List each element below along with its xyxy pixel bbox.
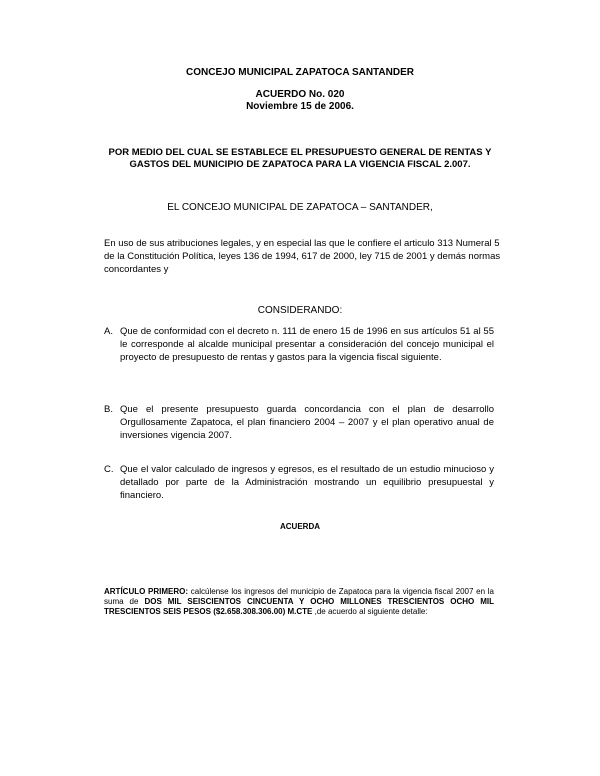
agreement-number: ACUERDO No. 020: [255, 89, 345, 100]
article-text: calcúlense los ingresos del municipio de Zapatoca para la vigencia fiscal 2007 en la suma de: [104, 587, 494, 606]
issuer-line: EL CONCEJO MUNICIPAL DE ZAPATOCA – SANTANDER,: [167, 202, 433, 213]
article-text-end: ,de acuerdo al siguiente detalle:: [312, 607, 428, 616]
considerando-item-b: [104, 403, 494, 442]
article-label: ARTÍCULO PRIMERO:: [104, 587, 189, 596]
article-amount: DOS MIL SEISCIENTOS CINCUENTA Y OCHO MILLONES TRESCIENTOS OCHO MIL TRESCIENTOS SEIS PESOS ($2.658.308.306.00) M.CTE: [104, 597, 495, 616]
considerando-item-a: [104, 325, 494, 364]
agreement-heading: [0, 89, 600, 113]
item-text: Que el presente presupuesto guarda concordancia con el plan de desarrollo Orgullosamente Zapatoca, el plan financiero 2004 – 2007 y el plan operativo anual de inversiones vigencia 2007.: [120, 404, 494, 441]
item-text: Que el valor calculado de ingresos y egresos, es el resultado de un estudio minucioso y detallado por parte de la Administración mostrando un equilibrio presupuestal y financiero.: [120, 464, 494, 501]
agreement-subject: POR MEDIO DEL CUAL SE ESTABLECE EL PRESUPUESTO GENERAL DE RENTAS Y GASTOS DEL MUNICIPIO DE ZAPATOCA PARA LA VIGENCIA FISCAL 2.007.: [108, 147, 492, 170]
agreement-date: Noviembre 15 de 2006.: [246, 101, 354, 112]
intro-paragraph: En uso de sus atribuciones legales, y en especial las que le confiere el articulo 313 Numeral 5 de la Constitución Política, leyes 136 de 1994, 617 de 2000, ley 715 de 2001 y demás normas concordantes y: [104, 238, 501, 275]
item-letter: C.: [104, 464, 114, 475]
item-text: Que de conformidad con el decreto n. 111 de enero 15 de 1996 en sus artículos 51 al 55 le corresponde al alcalde municipal presentar a consideración del concejo municipal el proyecto de presupuesto de rentas y gastos para la vigencia fiscal siguiente.: [120, 326, 494, 363]
articulo-primero: [104, 587, 494, 617]
acuerda-heading: ACUERDA: [280, 522, 320, 531]
considerando-item-c: [104, 463, 494, 502]
item-letter: A.: [104, 326, 113, 337]
item-letter: B.: [104, 404, 113, 415]
council-heading: CONCEJO MUNICIPAL ZAPATOCA SANTANDER: [186, 67, 414, 78]
considerando-title: CONSIDERANDO:: [257, 305, 343, 316]
